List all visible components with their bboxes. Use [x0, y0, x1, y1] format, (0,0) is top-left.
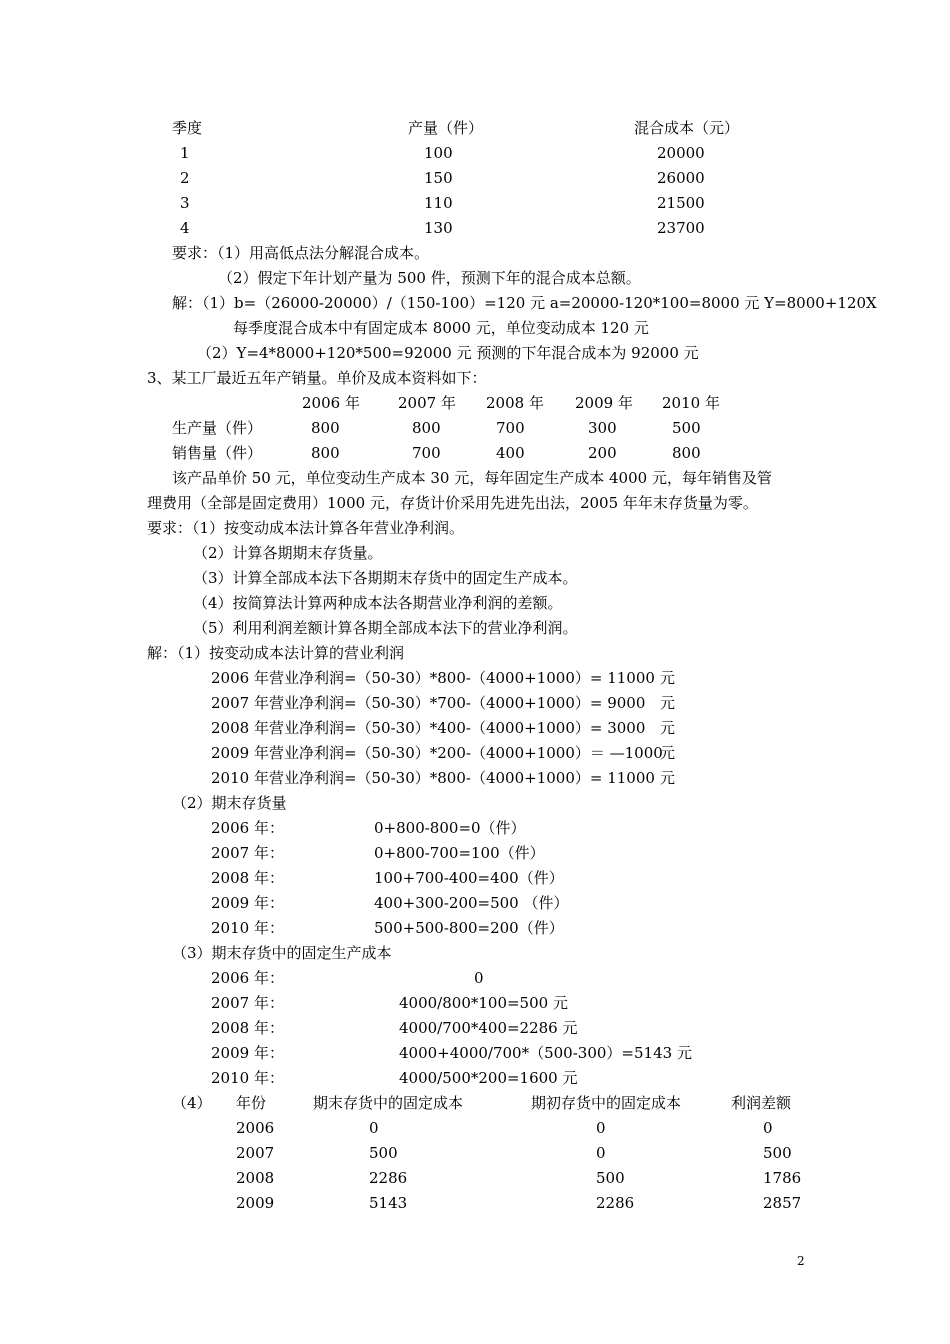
sales-cell: 800 [311, 444, 340, 462]
q-header-output: 产量（件） [408, 119, 484, 137]
diff-cell: 2006 [236, 1119, 275, 1137]
inventory-calc: 400+300-200=500 （件） [374, 894, 569, 912]
diff-cell: 500 [596, 1169, 625, 1187]
diff-cell: 2008 [236, 1169, 275, 1187]
inventory-year: 2006 年： [211, 819, 284, 837]
sol3-heading4: （4） [172, 1094, 212, 1112]
diff-cell: 2007 [236, 1144, 275, 1162]
sales-label: 销售量（件） [172, 444, 263, 462]
diff-cell: 500 [369, 1144, 398, 1162]
year-header: 2008 年 [486, 394, 544, 412]
q-cell: 3 [180, 194, 190, 212]
diff-header-profit-diff: 利润差额 [731, 1094, 792, 1112]
profit-unit: 元 [660, 744, 676, 762]
production-cell: 500 [672, 419, 701, 437]
year-header: 2010 年 [662, 394, 720, 412]
profit-line: 2010 年营业净利润=（50-30）*800-（4000+1000）= 11000 [211, 769, 655, 787]
diff-cell: 1786 [763, 1169, 802, 1187]
profit-line: 2009 年营业净利润=（50-30）*200-（4000+1000）＝ —1000 [211, 744, 663, 762]
diff-cell: 500 [763, 1144, 792, 1162]
req3-line: （3）计算全部成本法下各期期末存货中的固定生产成本。 [193, 569, 578, 587]
inventory-year: 2008 年： [211, 869, 284, 887]
q-cell: 20000 [657, 144, 705, 162]
req3-line: （4）按简算法计算两种成本法各期营业净利润的差额。 [193, 594, 563, 612]
sol2-line2: （2）Y=4*8000+120*500=92000 元 预测的下年混合成本为 92000 元 [197, 344, 699, 362]
q-cell: 4 [180, 219, 190, 237]
profit-unit: 元 [660, 719, 676, 737]
sol3-heading1: 解：（1）按变动成本法计算的营业利润 [147, 644, 405, 662]
profit-unit: 元 [660, 769, 676, 787]
fixed-year: 2009 年： [211, 1044, 284, 1062]
production-cell: 800 [311, 419, 340, 437]
paragraph-line1: 该产品单价 50 元，单位变动生产成本 30 元，每年固定生产成本 4000 元，每年销售及管 [172, 469, 772, 487]
q-cell: 100 [424, 144, 453, 162]
inventory-calc: 500+500-800=200（件） [374, 919, 564, 937]
profit-unit: 元 [660, 694, 676, 712]
fixed-year: 2010 年： [211, 1069, 284, 1087]
fixed-calc: 4000/700*400=2286 元 [399, 1019, 578, 1037]
fixed-calc: 4000/800*100=500 元 [399, 994, 568, 1012]
inventory-year: 2009 年： [211, 894, 284, 912]
fixed-year: 2008 年： [211, 1019, 284, 1037]
diff-header-begin-inventory: 期初存货中的固定成本 [531, 1094, 682, 1112]
diff-header-end-inventory: 期末存货中的固定成本 [313, 1094, 464, 1112]
diff-cell: 2857 [763, 1194, 802, 1212]
diff-cell: 2286 [369, 1169, 408, 1187]
diff-cell: 0 [596, 1119, 606, 1137]
profit-unit: 元 [660, 669, 676, 687]
sales-cell: 400 [496, 444, 525, 462]
q-cell: 26000 [657, 169, 705, 187]
q-cell: 21500 [657, 194, 705, 212]
sol2-line1b: 每季度混合成本中有固定成本 8000 元，单位变动成本 120 元 [233, 319, 649, 337]
profit-line: 2007 年营业净利润=（50-30）*700-（4000+1000）= 9000 [211, 694, 646, 712]
fixed-calc: 0 [474, 969, 484, 987]
sol3-heading2: （2）期末存货量 [172, 794, 287, 812]
diff-cell: 0 [763, 1119, 773, 1137]
sales-cell: 800 [672, 444, 701, 462]
q3-title: 3、某工厂最近五年产销量。单价及成本资料如下： [147, 369, 487, 387]
diff-cell: 2286 [596, 1194, 635, 1212]
inventory-calc: 0+800-800=0（件） [374, 819, 526, 837]
year-header: 2006 年 [302, 394, 360, 412]
req2-line2: （2）假定下年计划产量为 500 件，预测下年的混合成本总额。 [218, 269, 641, 287]
req3-line: 要求：（1）按变动成本法计算各年营业净利润。 [147, 519, 465, 537]
year-header: 2009 年 [575, 394, 633, 412]
production-cell: 700 [496, 419, 525, 437]
year-header: 2007 年 [398, 394, 456, 412]
q-cell: 2 [180, 169, 190, 187]
fixed-year: 2006 年： [211, 969, 284, 987]
fixed-year: 2007 年： [211, 994, 284, 1012]
q-cell: 23700 [657, 219, 705, 237]
diff-cell: 5143 [369, 1194, 408, 1212]
q-cell: 130 [424, 219, 453, 237]
paragraph-line2: 理费用（全部是固定费用）1000 元，存货计价采用先进先出法，2005 年年末存货量为零。 [147, 494, 758, 512]
q-cell: 150 [424, 169, 453, 187]
inventory-year: 2007 年： [211, 844, 284, 862]
sol2-line1: 解：（1）b=（26000-20000）/（150-100）=120 元 a=20000-120*100=8000 元 Y=8000+120X [172, 294, 877, 312]
profit-line: 2006 年营业净利润=（50-30）*800-（4000+1000）= 11000 [211, 669, 655, 687]
diff-header-year: 年份 [236, 1094, 267, 1112]
q-header-cost: 混合成本（元） [634, 119, 740, 137]
sol3-heading3: （3）期末存货中的固定生产成本 [172, 944, 392, 962]
req3-line: （5）利用利润差额计算各期全部成本法下的营业净利润。 [193, 619, 578, 637]
production-cell: 300 [588, 419, 617, 437]
diff-cell: 0 [369, 1119, 379, 1137]
sales-cell: 700 [412, 444, 441, 462]
profit-line: 2008 年营业净利润=（50-30）*400-（4000+1000）= 3000 [211, 719, 646, 737]
sales-cell: 200 [588, 444, 617, 462]
diff-cell: 0 [596, 1144, 606, 1162]
req2-line1: 要求：（1）用高低点法分解混合成本。 [172, 244, 430, 262]
q-cell: 1 [180, 144, 190, 162]
req3-line: （2）计算各期期末存货量。 [193, 544, 383, 562]
inventory-calc: 0+800-700=100（件） [374, 844, 545, 862]
q-header-quarter: 季度 [172, 119, 203, 137]
q-cell: 110 [424, 194, 453, 212]
production-label: 生产量（件） [172, 419, 263, 437]
inventory-year: 2010 年： [211, 919, 284, 937]
page-number: 2 [797, 1254, 805, 1268]
fixed-calc: 4000/500*200=1600 元 [399, 1069, 578, 1087]
inventory-calc: 100+700-400=400（件） [374, 869, 564, 887]
fixed-calc: 4000+4000/700*（500-300）=5143 元 [399, 1044, 692, 1062]
production-cell: 800 [412, 419, 441, 437]
diff-cell: 2009 [236, 1194, 275, 1212]
